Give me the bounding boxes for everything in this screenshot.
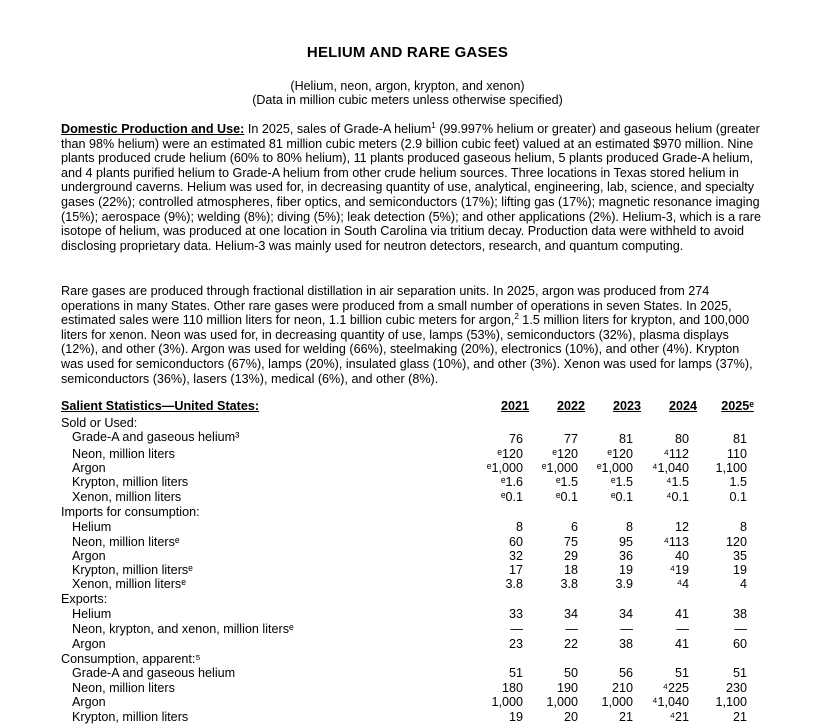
- table-cell: 77: [563, 432, 578, 446]
- table-cell: ⁴225: [662, 681, 689, 695]
- table-row: [0, 549, 815, 564]
- table-cell: ᵉ120: [607, 447, 633, 461]
- table-cell: 60: [508, 535, 523, 549]
- table-row: [0, 432, 815, 447]
- table-cell: ᵉ0.1: [500, 490, 523, 504]
- row-label: Krypton, million litersᵉ: [72, 563, 193, 577]
- table-cell: 34: [563, 607, 578, 621]
- table-cell: 21: [732, 710, 747, 724]
- table-cell: ⁴1,040: [652, 461, 689, 475]
- table-cell: 34: [618, 607, 633, 621]
- table-cell: 95: [618, 535, 633, 549]
- footnote-ref: 1: [431, 120, 436, 130]
- table-cell: 4: [739, 577, 747, 591]
- row-label: Helium: [72, 520, 112, 534]
- year-header: 2024: [668, 399, 697, 413]
- table-cell: ᵉ1,000: [541, 461, 578, 475]
- table-cell: 56: [618, 666, 633, 680]
- table-cell: 75: [563, 535, 578, 549]
- row-label: Grade-A and gaseous helium: [72, 666, 236, 680]
- table-cell: ᵉ120: [497, 447, 523, 461]
- table-cell: 38: [618, 637, 633, 651]
- table-row: [0, 490, 815, 505]
- table-cell: 230: [725, 681, 747, 695]
- table-cell: —: [676, 622, 689, 636]
- table-row: [0, 652, 815, 667]
- table-cell: 36: [618, 549, 633, 563]
- table-cell: 81: [732, 432, 747, 446]
- table-cell: 23: [508, 637, 523, 651]
- row-label: Grade-A and gaseous helium³: [72, 430, 240, 444]
- table-cell: ⁴113: [663, 535, 689, 549]
- table-cell: 17: [508, 563, 523, 577]
- row-label: Argon: [72, 549, 106, 563]
- row-label: Neon, million liters: [72, 447, 175, 461]
- subtitle-line-1: (Helium, neon, argon, krypton, and xenon): [290, 79, 525, 93]
- table-cell: ᵉ0.1: [555, 490, 578, 504]
- table-cell: 29: [563, 549, 578, 563]
- table-cell: ⁴4: [676, 577, 689, 591]
- table-row: [0, 592, 815, 607]
- table-cell: ⁴1.5: [666, 475, 689, 489]
- table-cell: 1,000: [491, 695, 523, 709]
- table-cell: 1,100: [715, 461, 747, 475]
- table-cell: ⁴112: [663, 447, 689, 461]
- row-label: Xenon, million litersᵉ: [72, 577, 186, 591]
- paragraph-text: (99.997% helium or greater) and gaseous helium (greater than 98% helium) were an estimated 81 million cubic meters (2.9 billion cubic feet) valued at an estimated $970 million. Nine plants produced crude helium (60% to 80% helium), 11 plants produced gaseous helium, 5 plants produced Grade-A helium, and 4 plants purified helium to Grade-A helium from other crude helium sources. Three locations in Texas stored helium in underground caverns. Helium was used for, in decreasing quantity of use, analytical, engineering, lab, science, and specialty gases (22%); controlled atmospheres, fiber optics, and semiconductors (17%); lifting gas (17%); magnetic resonance imaging (15%); aerospace (9%); welding (8%); diving (5%); leak detection (5%); and other applications (2%). Helium-3, which is a rare isotope of helium, was produced at one location in South Carolina via tritium decay. Production data were withheld to avoid disclosing proprietary data. Helium-3 was mainly used for neutron detectors, research, and quantum computing.: [61, 122, 761, 253]
- row-label: Helium: [72, 607, 112, 621]
- table-cell: 32: [508, 549, 523, 563]
- table-cell: 110: [726, 447, 747, 461]
- subtitle-line-2: (Data in million cubic meters unless otherwise specified): [252, 93, 563, 107]
- table-row: [0, 520, 815, 535]
- table-cell: 6: [570, 520, 578, 534]
- table-cell: 1,100: [715, 695, 747, 709]
- table-cell: 19: [508, 710, 523, 724]
- table-cell: 19: [732, 563, 747, 577]
- table-cell: 76: [508, 432, 523, 446]
- table-cell: ⁴1,040: [652, 695, 689, 709]
- table-cell: 50: [563, 666, 578, 680]
- row-label: Neon, krypton, and xenon, million litersᵉ: [72, 622, 294, 636]
- row-label: Exports:: [61, 592, 108, 606]
- table-cell: 51: [508, 666, 523, 680]
- table-cell: —: [510, 622, 523, 636]
- table-cell: 35: [732, 549, 747, 563]
- table-row: [0, 563, 815, 578]
- table-cell: 20: [563, 710, 578, 724]
- table-cell: 18: [563, 563, 578, 577]
- table-cell: 41: [674, 637, 689, 651]
- rare-gases-paragraph: [61, 284, 761, 386]
- row-label: Argon: [72, 695, 106, 709]
- year-header: 2021: [500, 399, 529, 413]
- table-cell: 19: [618, 563, 633, 577]
- table-cell: 80: [674, 432, 689, 446]
- table-cell: —: [565, 622, 578, 636]
- table-cell: 3.8: [505, 577, 523, 591]
- table-row: [0, 710, 815, 725]
- table-cell: ᵉ1,000: [486, 461, 523, 475]
- table-cell: 22: [563, 637, 578, 651]
- table-cell: 41: [674, 607, 689, 621]
- row-label: Krypton, million liters: [72, 710, 189, 724]
- table-cell: 180: [501, 681, 523, 695]
- year-header: 2025ᵉ: [721, 399, 754, 413]
- table-cell: 8: [515, 520, 523, 534]
- table-cell: 3.8: [560, 577, 578, 591]
- table-cell: 38: [732, 607, 747, 621]
- table-cell: 120: [725, 535, 747, 549]
- table-cell: ᵉ1,000: [596, 461, 633, 475]
- row-label: Imports for consumption:: [61, 505, 200, 519]
- table-cell: 1,000: [546, 695, 578, 709]
- table-cell: 3.9: [615, 577, 633, 591]
- table-row: [0, 637, 815, 652]
- domestic-production-paragraph: [61, 122, 761, 253]
- table-cell: ᵉ1.5: [610, 475, 633, 489]
- table-cell: ᵉ1.5: [555, 475, 578, 489]
- row-label: Neon, million liters: [72, 681, 175, 695]
- table-row: [0, 577, 815, 592]
- row-label: Krypton, million liters: [72, 475, 189, 489]
- row-label: Neon, million litersᵉ: [72, 535, 180, 549]
- table-cell: 51: [732, 666, 747, 680]
- table-cell: 40: [674, 549, 689, 563]
- table-cell: 33: [508, 607, 523, 621]
- table-cell: —: [620, 622, 633, 636]
- table-cell: ⁴0.1: [666, 490, 689, 504]
- year-header: 2023: [612, 399, 641, 413]
- table-cell: ⁴19: [669, 563, 689, 577]
- table-cell: 190: [556, 681, 578, 695]
- table-cell: 12: [674, 520, 689, 534]
- section-heading-domestic-production: Domestic Production and Use:: [61, 122, 245, 136]
- row-label: Xenon, million liters: [72, 490, 182, 504]
- paragraph-text: Rare gases are produced through fractional distillation in air separation units. In 2025, argon was produced from 274 operations in many States. Other rare gases were produced from a small number of operations in seven States. In 2025, estimated sales were 110 million liters for neon, 1.1 billion cubic meters for argon,: [61, 284, 732, 328]
- table-cell: 51: [674, 666, 689, 680]
- table-cell: 210: [611, 681, 633, 695]
- table-cell: 8: [739, 520, 747, 534]
- paragraph-text: 1.5 million liters for krypton, and 100,000 liters for xenon. Neon was used for, in decreasing quantity of use, lamps (53%), semiconductors (32%), plasma displays (12%), and other (3%). Argon was used for welding (66%), steelmaking (20%), electronics (10%), and other (4%). Krypton was used for semiconductors (67%), lamps (20%), insulated glass (10%), and other (3%). Xenon was used for lamps (37%), semiconductors (36%), lasers (13%), medical (6%), and other (8%).: [61, 313, 753, 386]
- table-cell: 1.5: [729, 475, 747, 489]
- table-cell: 0.1: [729, 490, 747, 504]
- table-cell: 81: [618, 432, 633, 446]
- table-cell: —: [734, 622, 747, 636]
- table-row: [0, 416, 815, 431]
- row-label: Consumption, apparent:⁵: [61, 652, 201, 666]
- table-row: [0, 535, 815, 550]
- table-cell: ᵉ0.1: [610, 490, 633, 504]
- table-cell: ᵉ120: [552, 447, 578, 461]
- row-label: Sold or Used:: [61, 416, 138, 430]
- table-row: [0, 695, 815, 710]
- table-row: [0, 461, 815, 476]
- paragraph-text: In 2025, sales of Grade-A helium: [244, 122, 432, 136]
- page-title: HELIUM AND RARE GASES: [306, 44, 509, 61]
- table-cell: 8: [625, 520, 633, 534]
- table-cell: 21: [618, 710, 633, 724]
- table-cell: ⁴21: [669, 710, 689, 724]
- table-row: [0, 681, 815, 696]
- table-row: [0, 607, 815, 622]
- salient-statistics-header: [61, 399, 753, 415]
- table-row: [0, 475, 815, 490]
- row-label: Argon: [72, 461, 106, 475]
- table-cell: ᵉ1.6: [500, 475, 523, 489]
- table-cell: 60: [732, 637, 747, 651]
- footnote-ref: 2: [514, 312, 519, 321]
- table-row: [0, 622, 815, 637]
- year-header: 2022: [556, 399, 585, 413]
- table-row: [0, 666, 815, 681]
- salient-statistics-heading: Salient Statistics—United States:: [61, 399, 260, 413]
- row-label: Argon: [72, 637, 106, 651]
- table-row: [0, 447, 815, 462]
- table-row: [0, 505, 815, 520]
- table-cell: 1,000: [601, 695, 633, 709]
